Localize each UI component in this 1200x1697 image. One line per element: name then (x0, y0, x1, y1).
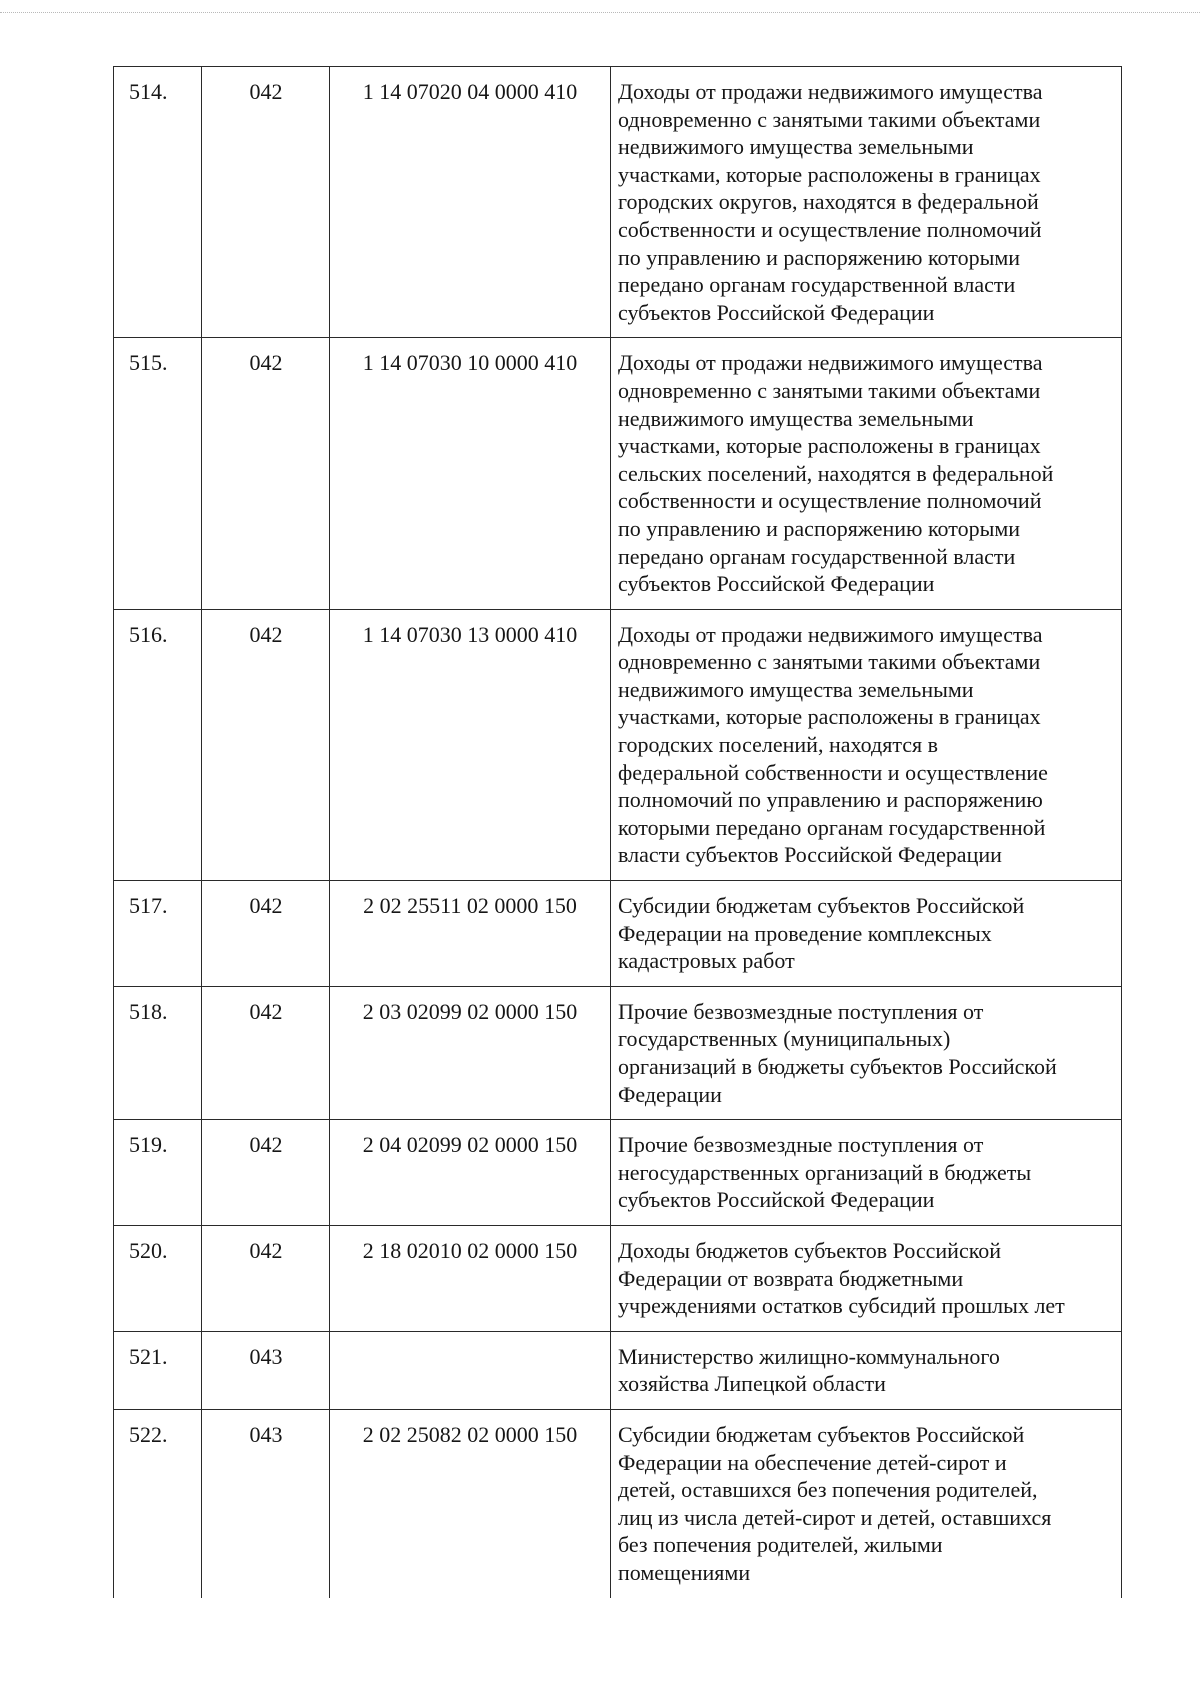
revenue-codes-table (113, 66, 1122, 1598)
revenue-name-line: Федерации на проведение комплексных (618, 920, 992, 946)
table-row (114, 1331, 1122, 1409)
budget-classification-code-cell: 2 02 25511 02 0000 150 (330, 881, 611, 987)
revenue-name-line: Федерации от возврата бюджетными (618, 1265, 964, 1291)
revenue-name-line: лиц из числа детей-сирот и детей, оставшихся (618, 1504, 1052, 1530)
budget-classification-code-cell: 2 04 02099 02 0000 150 (330, 1120, 611, 1226)
revenue-name-line: субъектов Российской Федерации (618, 1187, 935, 1213)
budget-classification-code-cell: 2 02 25082 02 0000 150 (330, 1409, 611, 1597)
revenue-name-line: власти субъектов Российской Федерации (618, 842, 1002, 868)
revenue-name-line: без попечения родителей, жилыми (618, 1532, 943, 1558)
administrator-code-cell: 042 (202, 338, 330, 609)
revenue-name-line: кадастровых работ (618, 948, 795, 974)
revenue-name-line: полномочий по управлению и распоряжению (618, 787, 1043, 813)
revenue-name-line: собственности и осуществление полномочий (618, 488, 1042, 514)
revenue-name-line: одновременно с занятыми такими объектами (618, 106, 1041, 132)
row-number-cell: 522. (114, 1409, 202, 1597)
revenue-name-line: городских поселений, находятся в (618, 732, 938, 758)
table-row (114, 881, 1122, 987)
administrator-code-cell: 042 (202, 881, 330, 987)
revenue-name-cell (611, 1120, 1122, 1226)
revenue-name-line: недвижимого имущества земельными (618, 134, 974, 160)
revenue-name-line: негосударственных организаций в бюджеты (618, 1159, 1032, 1185)
revenue-name-cell (611, 1409, 1122, 1597)
revenue-name-line: участками, которые расположены в границах (618, 433, 1041, 459)
revenue-name-line: Субсидии бюджетам субъектов Российской (618, 1421, 1025, 1447)
administrator-code-cell: 043 (202, 1409, 330, 1597)
budget-classification-code-cell: 2 18 02010 02 0000 150 (330, 1225, 611, 1331)
row-number-cell: 514. (114, 67, 202, 338)
revenue-name-line: которыми передано органам государственной (618, 814, 1046, 840)
revenue-name-line: учреждениями остатков субсидий прошлых лет (618, 1293, 1065, 1319)
administrator-code-cell: 042 (202, 986, 330, 1119)
revenue-name-line: субъектов Российской Федерации (618, 571, 935, 597)
row-number-cell: 518. (114, 986, 202, 1119)
administrator-code-cell: 042 (202, 1120, 330, 1226)
revenue-name-line: Доходы от продажи недвижимого имущества (618, 79, 1043, 104)
budget-classification-code-cell: 1 14 07030 13 0000 410 (330, 609, 611, 880)
revenue-name-line: участками, которые расположены в границах (618, 161, 1041, 187)
revenue-name-cell (611, 1331, 1122, 1409)
revenue-name-line: недвижимого имущества земельными (618, 405, 974, 431)
table-row (114, 1409, 1122, 1597)
table-row (114, 338, 1122, 609)
revenue-name-line: субъектов Российской Федерации (618, 299, 935, 325)
revenue-name-line: городских округов, находятся в федеральной (618, 189, 1039, 215)
row-number-cell: 516. (114, 609, 202, 880)
revenue-name-line: одновременно с занятыми такими объектами (618, 649, 1041, 675)
revenue-name-line: Субсидии бюджетам субъектов Российской (618, 893, 1025, 919)
revenue-name-line: Прочие безвозмездные поступления от (618, 998, 984, 1024)
revenue-name-line: недвижимого имущества земельными (618, 676, 974, 702)
administrator-code-cell: 042 (202, 67, 330, 338)
revenue-name-line: федеральной собственности и осуществление (618, 759, 1048, 785)
revenue-name-cell (611, 609, 1122, 880)
revenue-name-line: участками, которые расположены в границах (618, 704, 1041, 730)
revenue-name-cell (611, 1225, 1122, 1331)
revenue-name-line: хозяйства Липецкой области (618, 1371, 886, 1397)
revenue-name-cell (611, 67, 1122, 338)
revenue-name-cell (611, 881, 1122, 987)
revenue-name-line: Доходы от продажи недвижимого имущества (618, 350, 1043, 376)
revenue-name-line: передано органам государственной власти (618, 543, 1016, 569)
budget-classification-code-cell: 2 03 02099 02 0000 150 (330, 986, 611, 1119)
revenue-name-line: передано органам государственной власти (618, 272, 1016, 298)
revenue-name-line: помещениями (618, 1559, 751, 1585)
budget-classification-code-cell: 1 14 07020 04 0000 410 (330, 67, 611, 338)
revenue-name-line: собственности и осуществление полномочий (618, 216, 1042, 242)
revenue-name-line: организаций в бюджеты субъектов Российской (618, 1054, 1057, 1079)
table-body (114, 67, 1122, 1598)
budget-classification-code-cell (330, 1331, 611, 1409)
administrator-code-cell: 042 (202, 609, 330, 880)
row-number-cell: 520. (114, 1225, 202, 1331)
revenue-name-line: Министерство жилищно-коммунального (618, 1343, 1000, 1369)
revenue-name-line: государственных (муниципальных) (618, 1026, 951, 1052)
row-number-cell: 521. (114, 1331, 202, 1409)
revenue-name-line: Прочие безвозмездные поступления от (618, 1132, 984, 1158)
table-row (114, 986, 1122, 1119)
administrator-code-cell: 043 (202, 1331, 330, 1409)
row-number-cell: 517. (114, 881, 202, 987)
row-number-cell: 515. (114, 338, 202, 609)
revenue-name-line: Федерации (618, 1081, 722, 1107)
revenue-name-line: Федерации на обеспечение детей-сирот и (618, 1449, 1007, 1475)
revenue-name-line: Доходы от продажи недвижимого имущества (618, 621, 1043, 647)
row-number-cell: 519. (114, 1120, 202, 1226)
budget-classification-code-cell: 1 14 07030 10 0000 410 (330, 338, 611, 609)
revenue-name-line: сельских поселений, находятся в федеральной (618, 460, 1054, 486)
revenue-name-line: по управлению и распоряжению которыми (618, 244, 1021, 270)
revenue-name-cell (611, 338, 1122, 609)
revenue-name-line: детей, оставшихся без попечения родителей, (618, 1477, 1038, 1503)
table-row (114, 1120, 1122, 1226)
revenue-name-cell (611, 986, 1122, 1119)
table-row (114, 609, 1122, 880)
revenue-name-line: одновременно с занятыми такими объектами (618, 377, 1041, 403)
revenue-name-line: Доходы бюджетов субъектов Российской (618, 1237, 1002, 1263)
administrator-code-cell: 042 (202, 1225, 330, 1331)
table-row (114, 1225, 1122, 1331)
page-top-rule (0, 12, 1200, 13)
revenue-name-line: по управлению и распоряжению которыми (618, 515, 1021, 541)
table-row (114, 67, 1122, 338)
